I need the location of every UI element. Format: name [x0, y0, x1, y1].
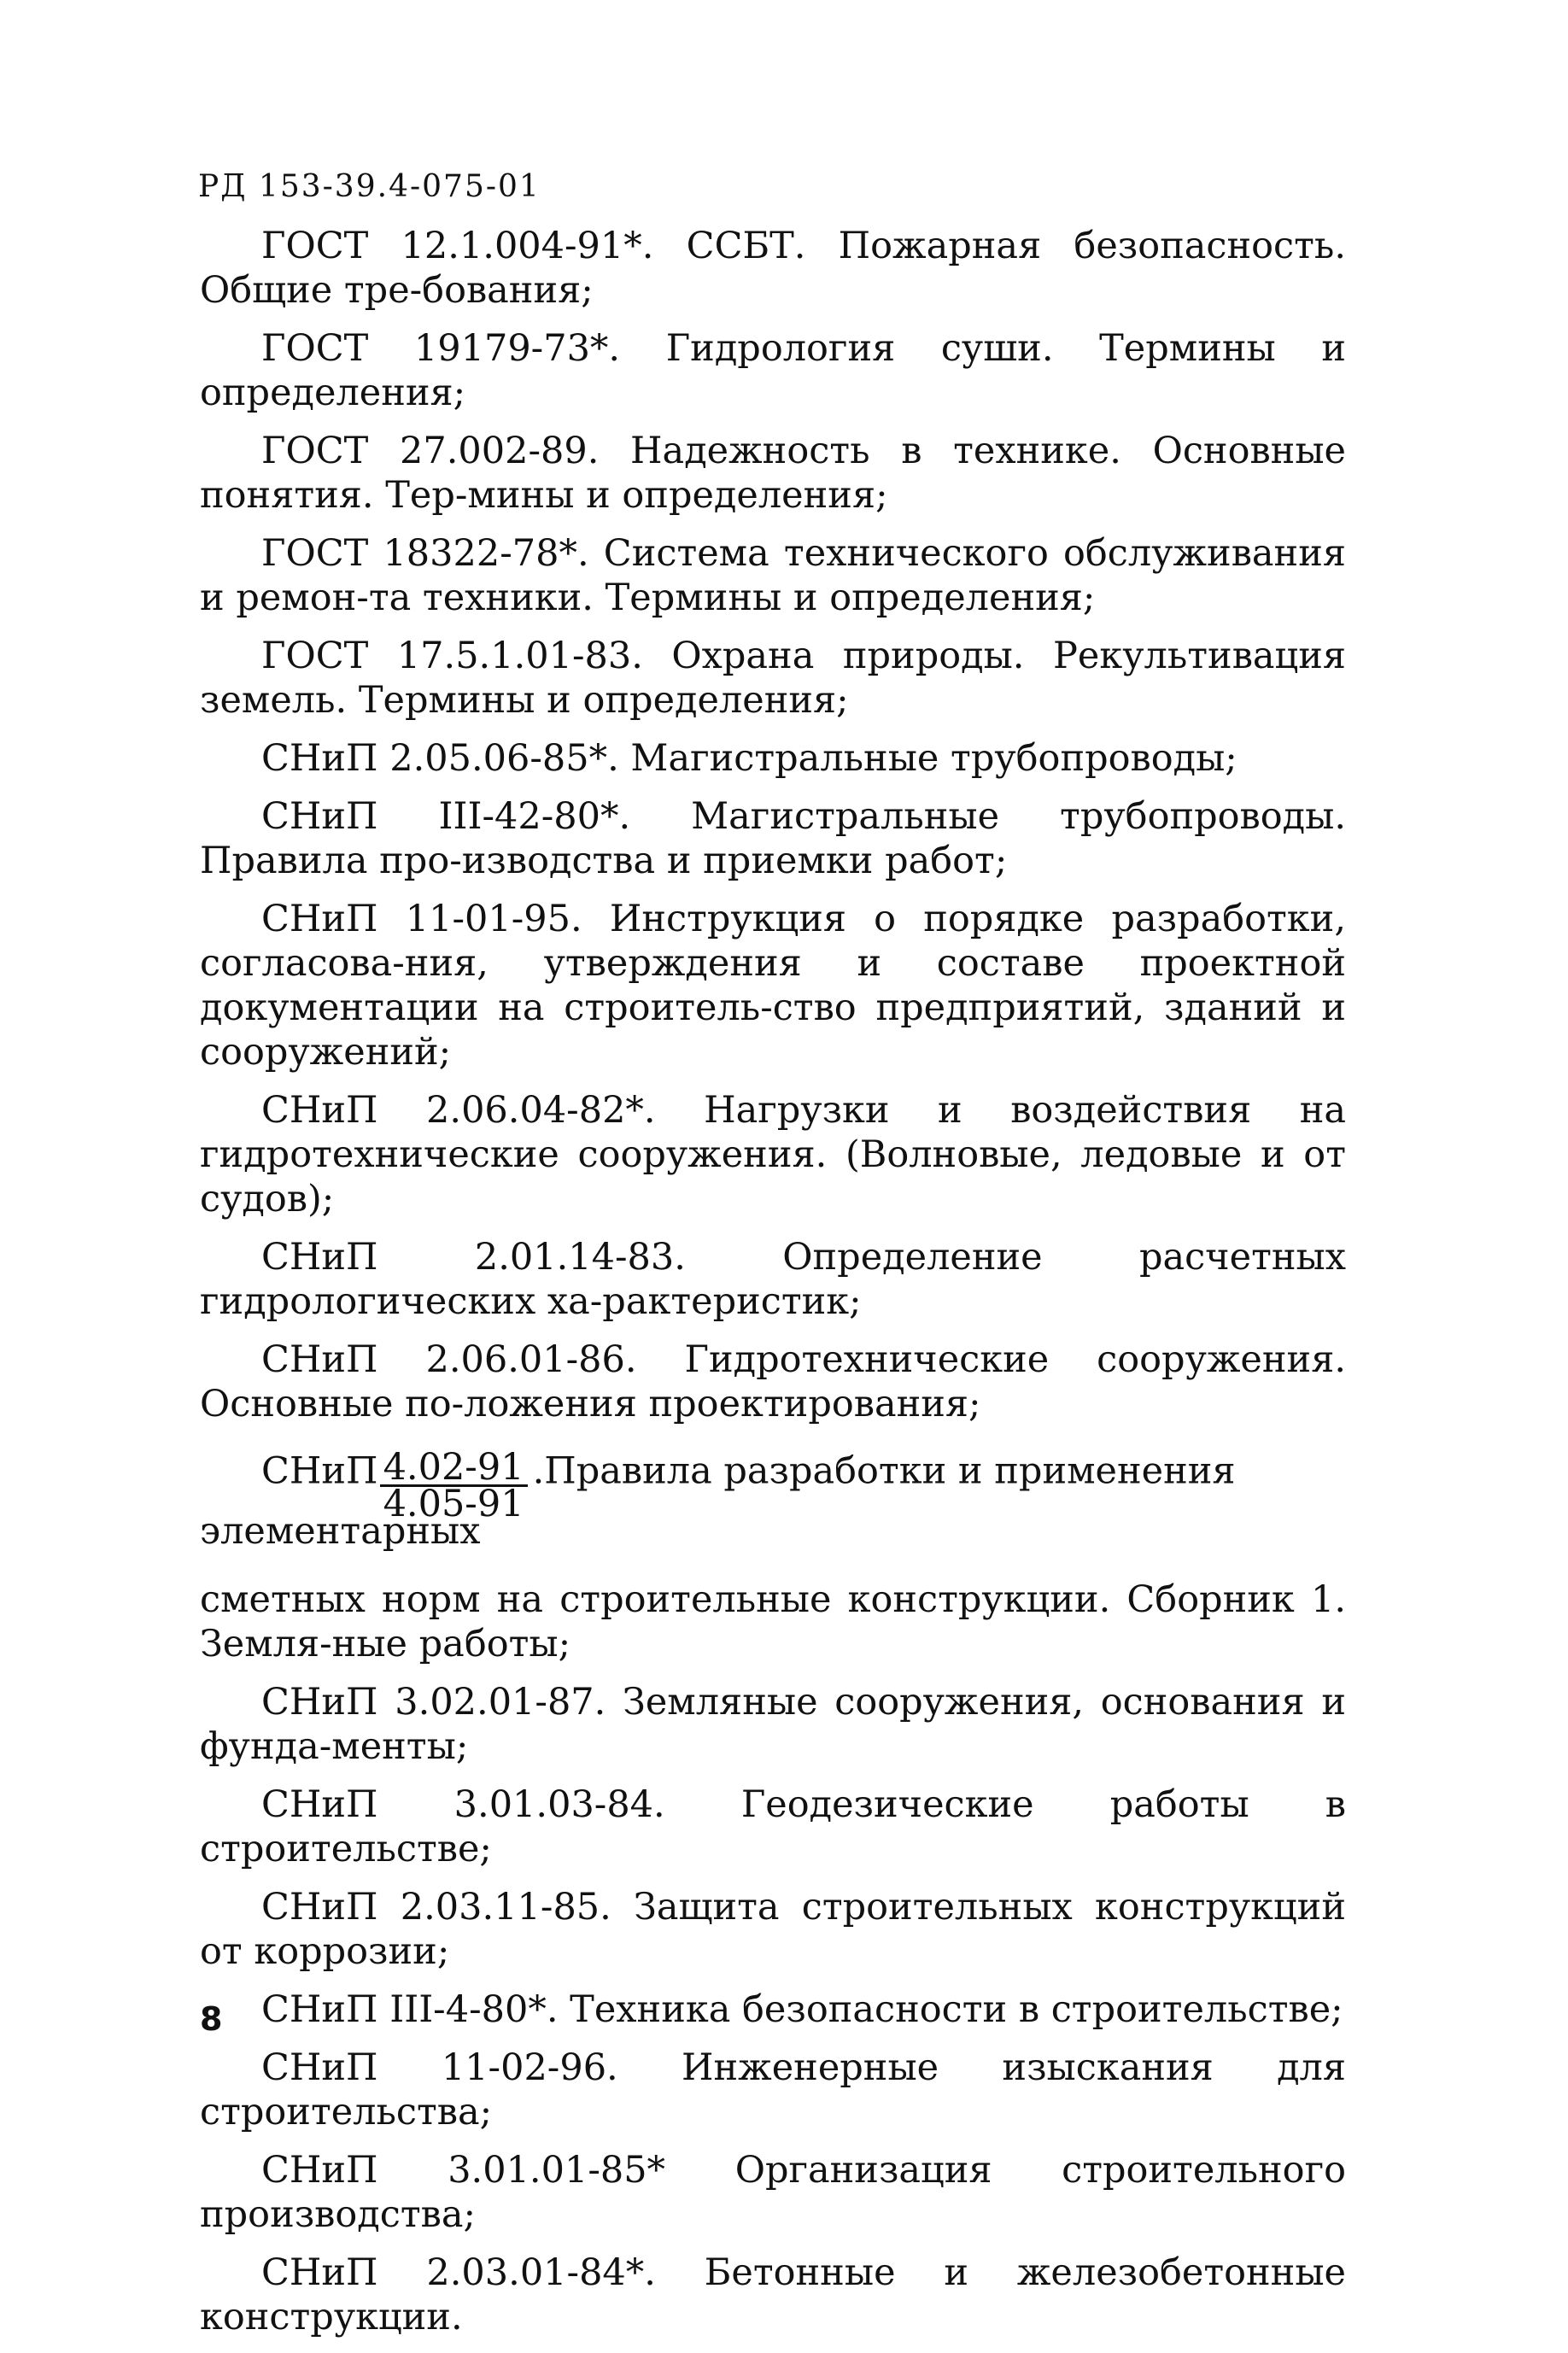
reference-item: СНиП III-42-80*. Магистральные трубопроводы. Правила про-изводства и приемки работ;: [200, 795, 1346, 882]
fraction-reference-prefix: СНиП: [261, 1449, 378, 1493]
reference-item: ГОСТ 27.002-89. Надежность в технике. Основные понятия. Тер-мины и определения;: [200, 430, 1346, 517]
document-code-header: РД 153-39.4-075-01: [198, 169, 541, 204]
reference-item: СНиП 11-01-95. Инструкция о порядке разработки, согласова-ния, утверждения и составе проектной документации на строитель-ство предприятий, зданий и сооружений;: [200, 898, 1346, 1074]
reference-item: СНиП 2.01.14-83. Определение расчетных гидрологических ха-рактеристик;: [200, 1236, 1346, 1323]
page-number: 8: [200, 2000, 223, 2038]
reference-item: ГОСТ 19179-73*. Гидрология суши. Термины и определения;: [200, 327, 1346, 414]
normative-references-list: [200, 224, 1346, 2353]
fraction-reference-continuation: сметных норм на строительные конструкции. Сборник 1. Земля-ные работы;: [200, 1578, 1346, 1665]
reference-item: СНиП 2.03.01-84*. Бетонные и железобетонные конструкции.: [200, 2251, 1346, 2338]
fraction-denominator: 4.05-91: [383, 1483, 524, 1525]
reference-item: СНиП 11-02-96. Инженерные изыскания для строительства;: [200, 2046, 1346, 2134]
reference-item: ГОСТ 17.5.1.01-83. Охрана природы. Рекультивация земель. Термины и определения;: [200, 635, 1346, 722]
reference-item: СНиП 3.02.01-87. Земляные сооружения, основания и фунда-менты;: [200, 1681, 1346, 1768]
standard-number-fraction: [380, 1446, 528, 1525]
reference-item: СНиП 2.06.04-82*. Нагрузки и воздействия на гидротехнические сооружения. (Волновые, ледовые и от судов);: [200, 1089, 1346, 1220]
reference-item: ГОСТ 12.1.004-91*. ССБТ. Пожарная безопасность. Общие тре-бования;: [200, 225, 1346, 312]
reference-item: СНиП 2.03.11-85. Защита строительных конструкций от коррозии;: [200, 1886, 1346, 1973]
fraction-numerator: 4.02-91: [380, 1450, 528, 1487]
reference-item: СНиП III-4-80*. Техника безопасности в строительстве;: [261, 1988, 1343, 2031]
fraction-reference: [200, 1438, 1346, 1554]
reference-item: СНиП 3.01.03-84. Геодезические работы в строительстве;: [200, 1783, 1346, 1870]
reference-item: СНиП 2.06.01-86. Гидротехнические сооружения. Основные по-ложения проектирования;: [200, 1338, 1346, 1425]
reference-item: ГОСТ 18322-78*. Система технического обслуживания и ремон-та техники. Термины и определения;: [200, 532, 1346, 619]
reference-item: СНиП 3.01.01-85* Организация строительного производства;: [200, 2149, 1346, 2236]
fraction-reference-title: .Правила разработки и применения элементарных: [200, 1449, 1236, 1553]
reference-item: СНиП 2.05.06-85*. Магистральные трубопроводы;: [261, 737, 1237, 780]
